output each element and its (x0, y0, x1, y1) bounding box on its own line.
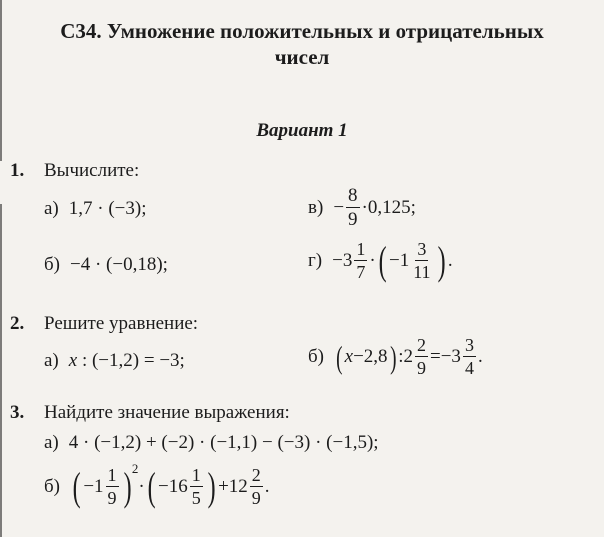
fraction-denominator: 7 (356, 262, 366, 282)
fraction-numerator: 1 (356, 239, 366, 259)
task-1g-end: . (447, 249, 453, 271)
task-3b (44, 460, 270, 509)
task-2b-divide: :2 (398, 345, 413, 367)
task-3b-label: б) (44, 475, 60, 497)
fraction-denominator: 11 (413, 262, 431, 282)
fraction-numerator: 8 (348, 185, 358, 206)
task-1a (44, 198, 147, 220)
task-1v-label: в) (308, 196, 324, 218)
variant-heading: Вариант 1 (256, 120, 348, 141)
task-1b-expression: −4 · (−0,18); (70, 254, 168, 275)
task-3b-fraction-1 (106, 466, 119, 507)
task-3b-whole2: −16 (158, 475, 188, 497)
task-3b-whole1: −1 (83, 475, 104, 497)
fraction-numerator: 1 (191, 465, 201, 485)
fraction-numerator: 3 (464, 335, 474, 355)
task-2-heading (10, 313, 198, 335)
task-2a-label: а) (44, 350, 59, 371)
task-1g-left-paren: ( (378, 237, 387, 283)
task-3a-expression: 4 · (−1,2) + (−2) · (−1,1) − (−3) · (−1,5); (68, 432, 379, 453)
task-3b-fraction-2 (190, 466, 203, 507)
task-1g-fraction-2 (411, 240, 432, 281)
task-1g (308, 237, 453, 283)
task-3-text: Найдите значение выражения: (44, 402, 290, 423)
task-3-heading (10, 402, 290, 424)
task-2b-fraction-2 (463, 336, 476, 377)
task-2b-label: б) (308, 345, 324, 367)
task-3b-left-paren-1: ( (72, 463, 81, 509)
task-3a (44, 432, 379, 454)
task-1a-expression: 1,7 · (−3); (68, 198, 147, 219)
task-1b-label: б) (44, 254, 60, 275)
fraction-numerator: 3 (417, 239, 427, 259)
task-3b-dot: · (138, 475, 145, 497)
task-2b-variable: x (344, 345, 354, 367)
task-2b (308, 336, 483, 377)
task-3a-label: а) (44, 432, 59, 453)
task-1g-whole1: −3 (332, 249, 353, 271)
task-1g-dot: · (369, 249, 376, 271)
page-title-line1: С34. Умножение положительных и отрицательных (60, 19, 544, 43)
task-1-heading (10, 160, 139, 182)
task-1g-right-paren: ) (437, 237, 446, 283)
task-1g-label: г) (308, 249, 323, 271)
task-1v-fraction (346, 186, 360, 229)
task-3b-right-paren-1: ) (123, 463, 132, 509)
task-3b-right-paren-2: ) (207, 463, 216, 509)
task-2a-variable: x (68, 350, 78, 371)
task-2a (44, 350, 185, 372)
task-3b-left-paren-2: ( (147, 463, 156, 509)
task-1v (308, 186, 416, 229)
page-title-line2: чисел (274, 45, 330, 69)
task-3b-end: . (264, 475, 270, 497)
fraction-denominator: 9 (417, 358, 426, 378)
task-2b-equals: =−3 (430, 345, 461, 367)
fraction-denominator: 9 (107, 488, 117, 508)
task-1v-rest: ·0,125; (361, 196, 416, 218)
fraction-denominator: 5 (191, 488, 201, 508)
task-1a-label: а) (44, 198, 59, 219)
task-2b-inner: −2,8 (353, 345, 388, 367)
fraction-numerator: 2 (251, 465, 261, 485)
task-2b-left-paren: ( (336, 338, 343, 375)
task-3b-plus: +12 (218, 475, 248, 497)
task-1-text: Вычислите: (44, 160, 140, 181)
task-2a-expression: : (−1,2) = −3; (81, 350, 185, 371)
page-edge-line (0, 0, 2, 537)
fraction-numerator: 2 (417, 335, 426, 355)
task-3b-exponent: 2 (131, 460, 139, 476)
task-2b-end: . (477, 345, 483, 367)
task-2-text: Решите уравнение: (44, 313, 199, 334)
task-1g-fraction-1 (354, 240, 367, 281)
task-2b-fraction-1 (415, 336, 428, 377)
task-1g-whole2: −1 (389, 249, 410, 271)
task-1v-minus: − (333, 196, 345, 218)
fraction-denominator: 4 (464, 358, 474, 378)
fraction-numerator: 1 (107, 465, 117, 485)
task-3b-fraction-3 (250, 466, 263, 507)
task-1-number: 1. (10, 160, 25, 181)
task-1b (44, 254, 168, 276)
task-3-number: 3. (10, 402, 25, 423)
fraction-denominator: 9 (251, 488, 261, 508)
task-2-number: 2. (10, 313, 25, 334)
task-2b-right-paren: ) (389, 338, 397, 375)
fraction-denominator: 9 (348, 209, 358, 230)
